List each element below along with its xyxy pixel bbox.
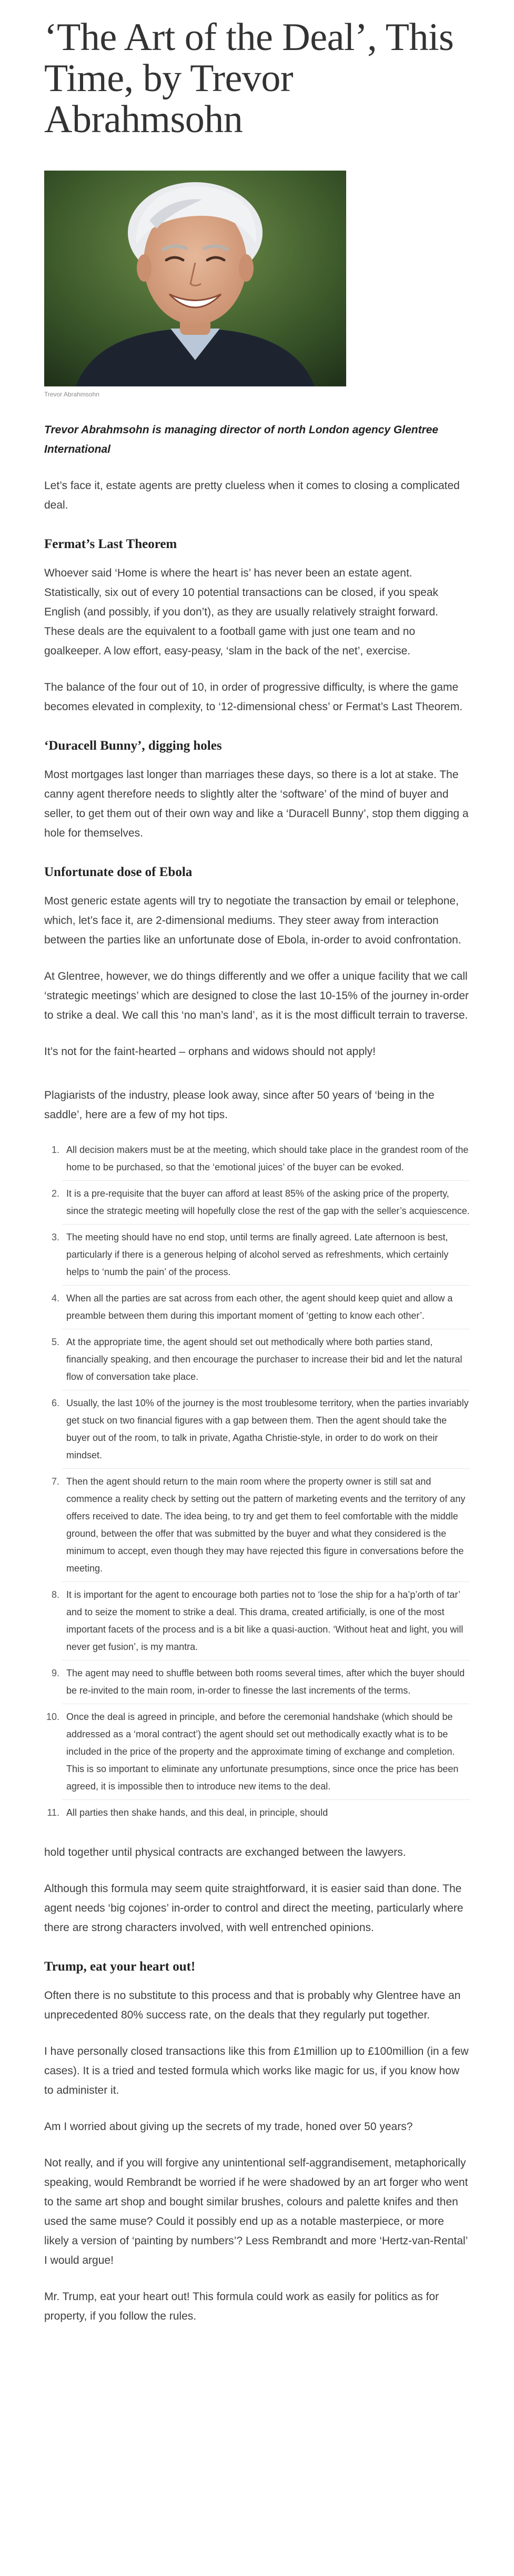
- list-item: 1. All decision makers must be at the meeting, which should take place in the grandest room of the home to be purchased, so that the ‘emotional juices’ of the buyer can be evoked.: [62, 1141, 470, 1181]
- section-heading-ebola: Unfortunate dose of Ebola: [44, 865, 193, 879]
- section-heading-trump: Trump, eat your heart out!: [44, 1960, 196, 1974]
- paragraph: Am I worried about giving up the secrets of my trade, honed over 50 years?: [44, 2121, 413, 2133]
- section-heading-fermat: Fermat’s Last Theorem: [44, 537, 177, 551]
- article-figure: [44, 171, 470, 398]
- paragraph: Although this formula may seem quite straightforward, it is easier said than done. The agent needs ‘big cojones’ in-order to control and direct the meeting, particularly where there are strong characters involved, with well entrenched opinions.: [44, 1883, 463, 1934]
- paragraph: Plagiarists of the industry, please look away, since after 50 years of ‘being in the saddle’, here are a few of my hot tips.: [44, 1089, 435, 1121]
- intro-paragraph: Let’s face it, estate agents are pretty clueless when it comes to closing a complicated deal.: [44, 480, 460, 511]
- list-item: 7. Then the agent should return to the main room where the property owner is still sat and commence a reality check by setting out the pattern of marketing events and the territory of any offers received to date. The idea being, to try and get them to feel comfortable with the middle ground, between the offer that was submitted by the buyer and what they considered is the minimum to accept, even though they may have rejected this figure in conversations before the meeting.: [62, 1473, 470, 1582]
- list-item: 6. Usually, the last 10% of the journey is the most troublesome territory, when the parties invariably get stuck on two financial figures with a gap between them. Then the agent should take the buyer out of the room, to talk in private, Agatha Christie-style, in order to do work on their mindset.: [62, 1395, 470, 1469]
- paragraph: At Glentree, however, we do things differently and we offer a unique facility that we call ‘strategic meetings’ which are designed to close the last 10-15% of the journey in-order to strike a deal. We call this ‘no man’s land’, as it is the most difficult terrain to traverse.: [44, 970, 469, 1021]
- list-item: 9. The agent may need to shuffle between both rooms several times, after which the buyer should be re-invited to the main room, in-order to finesse the last increments of the terms.: [62, 1665, 470, 1704]
- list-item: 10. Once the deal is agreed in principle, and before the ceremonial handshake (which should be addressed as a ‘moral contract’) the agent should set out methodically exactly what is to be included in the price of the property and the approximate timing of exchange and completion. This is so important to eliminate any unfortunate presumptions, since once the price has been agreed, it is impossible then to introduce new items to the deal.: [62, 1708, 470, 1800]
- paragraph: I have personally closed transactions like this from £1million up to £100million (in a few cases). It is a tried and tested formula which works like magic for us, if you know how to administer it.: [44, 2045, 469, 2096]
- image-caption: Trevor Abrahmsohn: [44, 391, 99, 398]
- paragraph: Not really, and if you will forgive any unintentional self-aggrandisement, metaphorically speaking, would Rembrandt be worried if he were shadowed by an art forger who went to the same art shop and bought similar brushes, colours and palette knifes and then used the same muse? Could it possibly end up as a notable masterpiece, or more likely a version of ‘painting by numbers’? Less Rembrandt and more ‘Hertz-van-Rental’ I would argue!: [44, 2157, 468, 2266]
- lead-paragraph: Trevor Abrahmsohn is managing director of north London agency Glentree International: [44, 424, 439, 455]
- paragraph: Often there is no substitute to this process and that is probably why Glentree have an unprecedented 80% success rate, on the deals that they regularly put together.: [44, 1990, 461, 2021]
- article-title: ‘The Art of the Deal’, This Time, by Trevor Abrahmsohn: [44, 16, 454, 141]
- list-item: 8. It is important for the agent to encourage both parties not to ‘lose the ship for a ha’p’orth of tar’ and to seize the moment to strike a deal. This drama, created artificially, is one of the most important facets of the process and is a bit like a quasi-auction. ‘Without heat and light, you will never get fusion’, is my mantra.: [62, 1586, 470, 1660]
- list-item: 5. At the appropriate time, the agent should set out methodically where both parties stand, financially speaking, and then encourage the purchaser to increase their bid and let the natural flow of conversation take place.: [62, 1334, 470, 1390]
- list-item: 2. It is a pre-requisite that the buyer can afford at least 85% of the asking price of the property, since the strategic meeting will hopefully close the rest of the gap with the seller’s acquiescence.: [62, 1185, 470, 1225]
- paragraph: Mr. Trump, eat your heart out! This formula could work as easily for politics as for property, if you follow the rules.: [44, 2291, 439, 2322]
- section-heading-duracell: ‘Duracell Bunny’, digging holes: [44, 739, 222, 753]
- paragraph: Most generic estate agents will try to negotiate the transaction by email or telephone, which, let’s face it, are 2-dimensional mediums. They steer away from interaction between the parties like an unfortunate dose of Ebola, in-order to avoid confrontation.: [44, 895, 461, 946]
- list-item: 3. The meeting should have no end stop, until terms are finally agreed. Late afternoon is best, particularly if there is a generous helping of alcohol served as refreshments, which certainly helps to ‘numb the pain’ of the process.: [62, 1229, 470, 1286]
- author-photo: [44, 171, 346, 386]
- tips-list: [44, 1141, 470, 1826]
- list-item: 4. When all the parties are sat across from each other, the agent should keep quiet and allow a preamble between them during this important moment of ‘getting to know each other’.: [62, 1290, 470, 1329]
- paragraph: hold together until physical contracts are exchanged between the lawyers.: [44, 1846, 406, 1858]
- paragraph: It’s not for the faint-hearted – orphans and widows should not apply!: [44, 1046, 376, 1058]
- paragraph: Whoever said ‘Home is where the heart is’ has never been an estate agent. Statistically, six out of every 10 potential transactions can be closed, if you speak English (and possibly, if you don’t), as they are usually relatively straight forward. These deals are the equivalent to a football game with just one team and no goalkeeper. A low effort, easy-peasy, ‘slam in the back of the net’, exercise.: [44, 567, 439, 657]
- paragraph: The balance of the four out of 10, in order of progressive difficulty, is where the game becomes elevated in complexity, to ‘12-dimensional chess’ or Fermat’s Last Theorem.: [44, 681, 463, 713]
- list-item: 11. All parties then shake hands, and this deal, in principle, should: [62, 1804, 470, 1826]
- paragraph: Most mortgages last longer than marriages these days, so there is a lot at stake. The canny agent therefore needs to slightly alter the ‘software’ of the mind of buyer and seller, to get them out of their own way and like a ‘Duracell Bunny’, stop them digging a hole for themselves.: [44, 769, 469, 839]
